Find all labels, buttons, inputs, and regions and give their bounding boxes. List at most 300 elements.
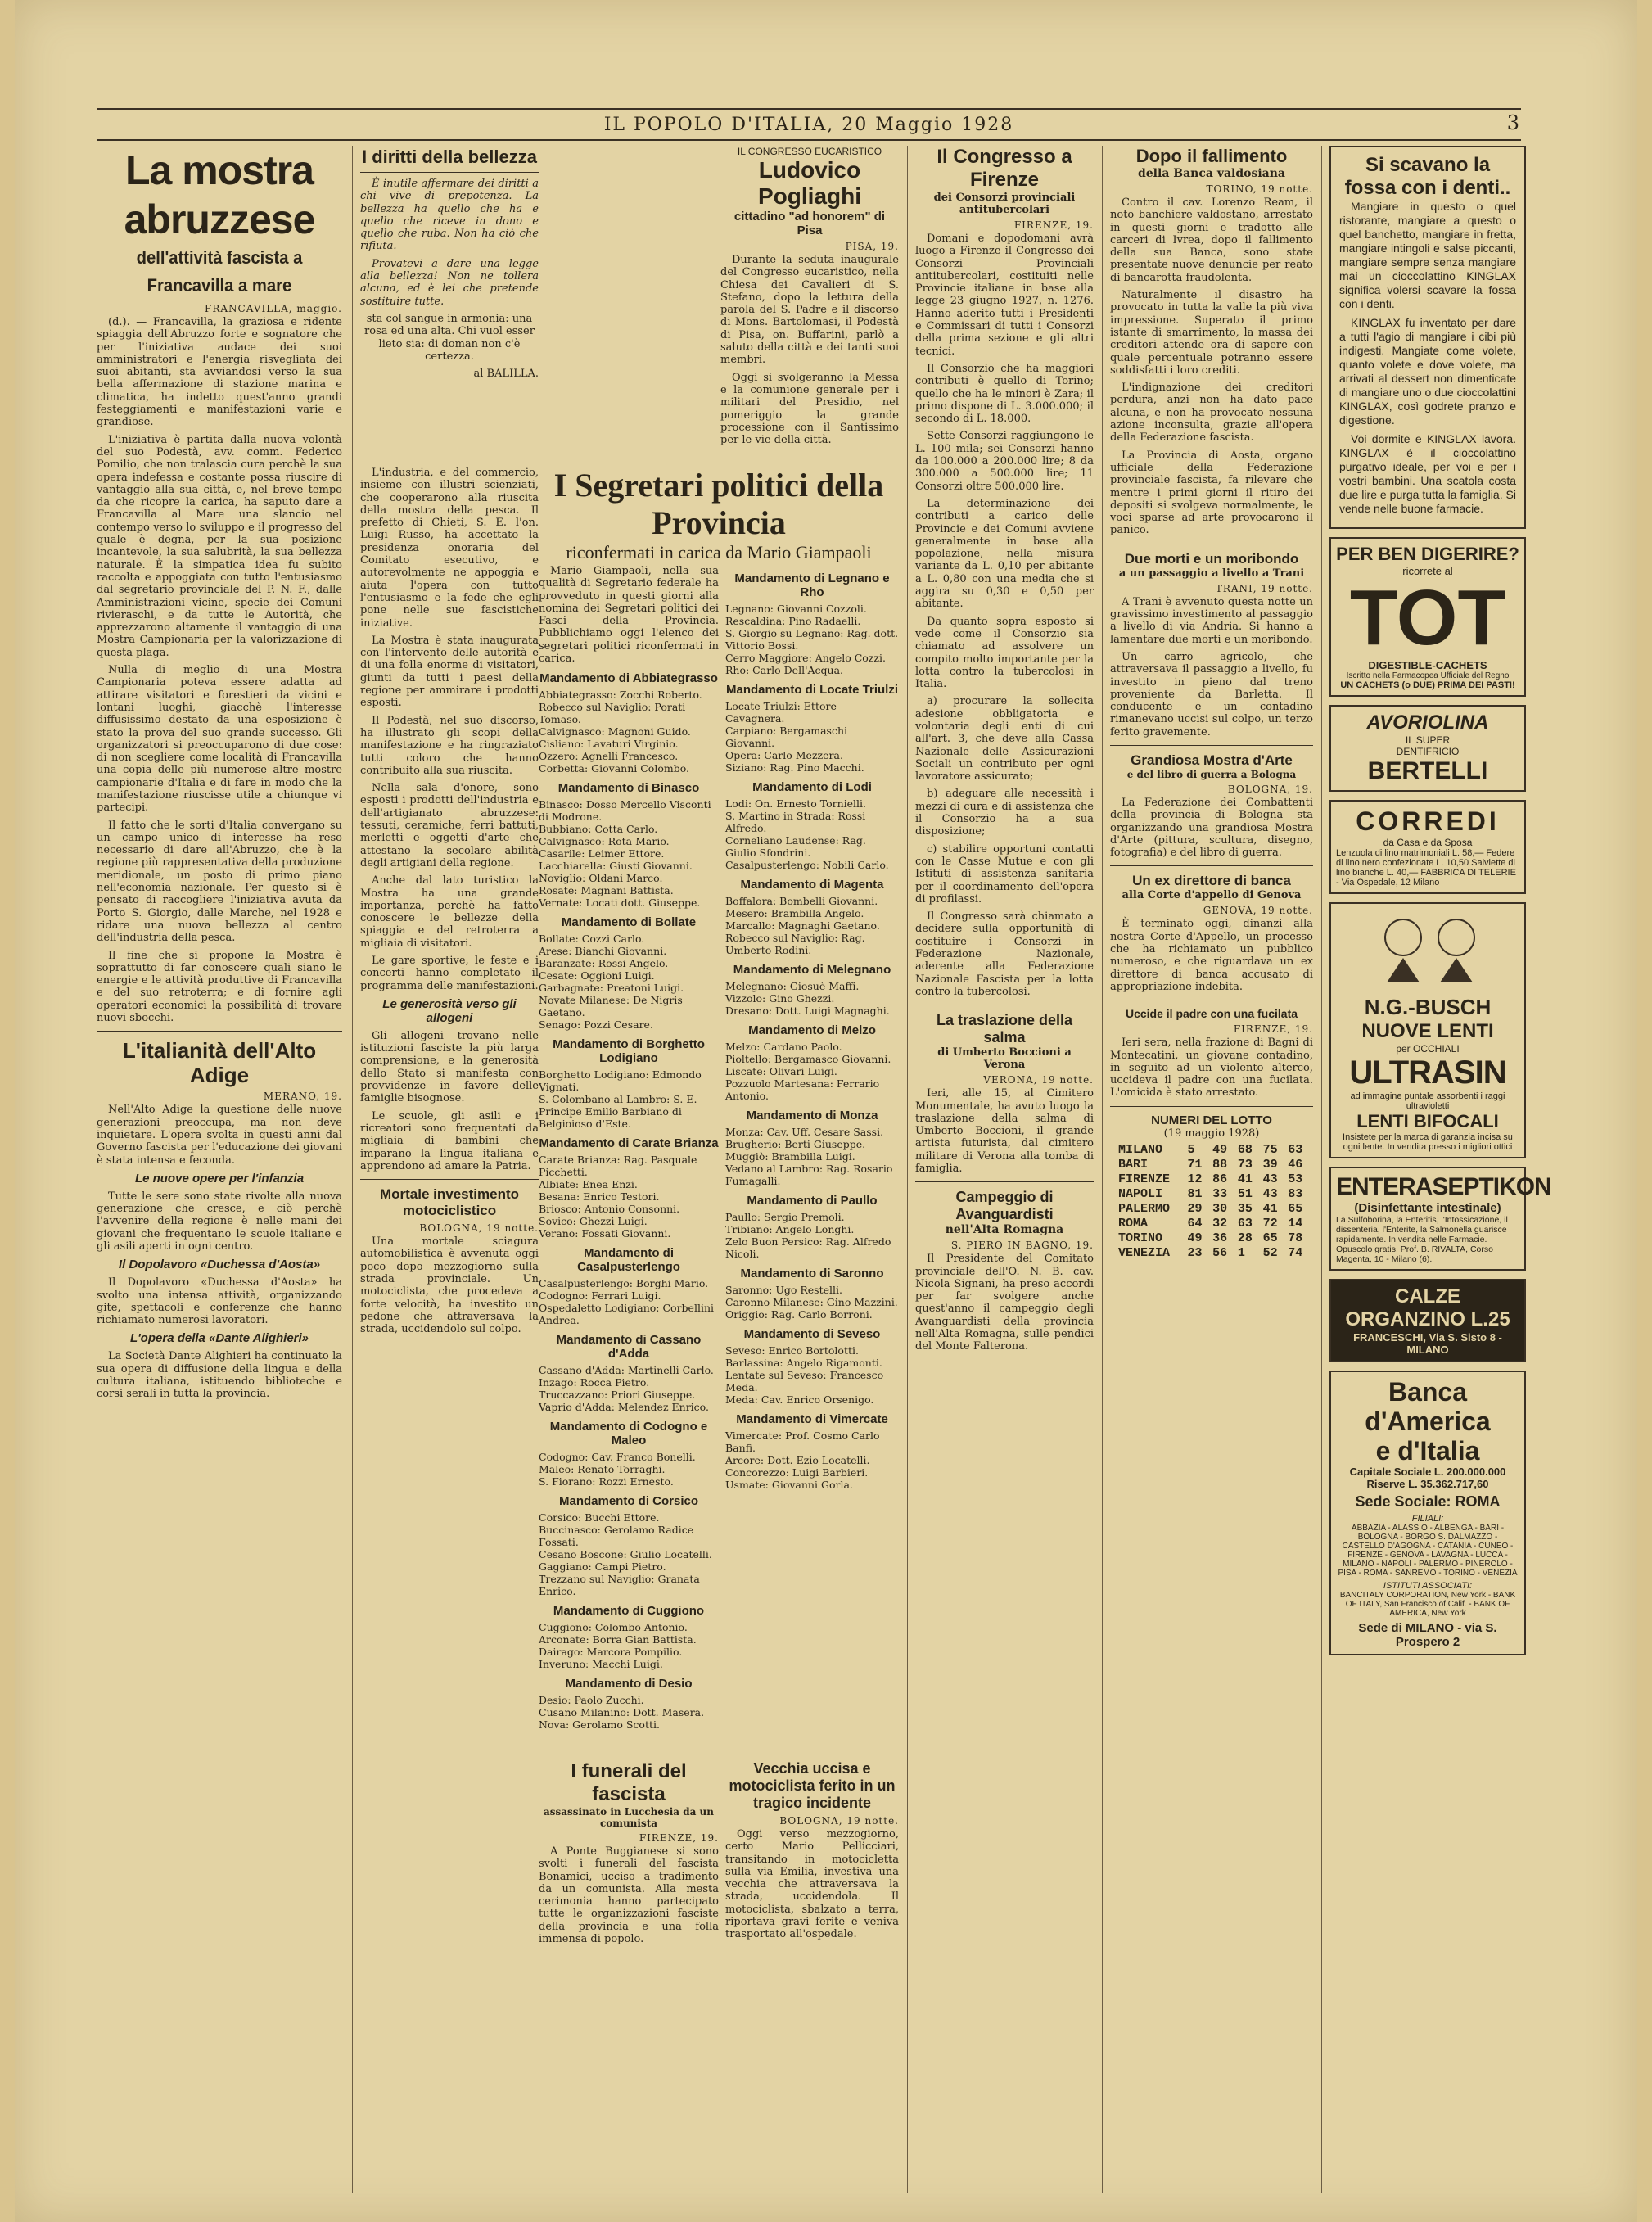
article-paragraph: Nulla di meglio di una Mostra Campionaria poteva essere adatta ad attirare visitatori e forestieri da vicini e lontani luoghi, giacchè l'interesse diffusissimo destato da una esposizione è stato la prova del suo grande successo. Gli organizzatori si preoccuparono di due cose: di non scegliere come località di Francavilla una copia delle più numerose altre mostre campionarie d'Italia e di fare in modo che la manifestazione riuscisse utile a chiunque vi partecipi. [97,664,342,815]
ad-banca-sede: Sede Sociale: ROMA [1355,1493,1501,1510]
segretario-entry: Vizzolo: Gino Ghezzi. [725,992,835,1005]
article-paragraph: Oggi verso mezzogiorno, certo Mario Pellicciari, transitando in motocicletta sulla via Emilia, investiva una vecchia che attraversava la strada, uccidendola. Il motociclista, sbalzato a terra, riportava gravi ferite e veniva trasportato all'ospedale. [725,1828,899,1941]
headline-vecchia-uccisa: Vecchia uccisa e motociclista ferito in un tragico incidente [729,1760,896,1811]
segretario-entry: Lodi: On. Ernesto Tornielli. [725,797,867,810]
article-paragraph: A Ponte Buggianese si sono svolti i funerali del fascista Bonamici, ucciso a tradimento da un comunista. Alla mesta cerimonia hanno partecipato tutte le organizzazioni fasciste della provincia e una folla immensa di popolo. [539,1845,719,1946]
ad-corredi-title: CORREDI [1356,806,1500,836]
article-paragraph: L'industria, e del commercio, insieme con illustri scienziati, che cooperarono alla riuscita della mostra della pesca. Il prefetto di Chieti, S. E. l'on. Luigi Russo, ha accettato la presidenza onoraria del Comitato esecutivo, e autorevolmente ne appoggia e aiuta l'opera con tutto l'entusiasmo e la fede che egli pone nelle sue fascistiche iniziative. [360,467,539,630]
segretario-entry: Melegnano: Giosuè Maffi. [725,980,860,992]
column-2-continued [360,467,539,2186]
funerali-article [539,1760,719,2186]
masthead-title: IL POPOLO D'ITALIA, 20 Maggio 1928 [603,114,1014,135]
headline-fallimento: Dopo il fallimento [1135,146,1288,166]
article-paragraph: La Provincia di Aosta, organo ufficiale della Federazione provinciale fascista, fa rilevare che mentre i primi giorni il ritiro dei depositi si svolgeva normalmente, le voci sparse ad arte provocarono il panico. [1110,449,1313,537]
lotto-city: TORINO [1118,1231,1163,1245]
column-4 [915,146,1094,2184]
lotto-row [1118,1143,1313,1158]
column-rule [1102,146,1103,2193]
article-paragraph: È terminato oggi, dinanzi alla nostra Corte d'Appello, un processo che ha richiamato un pubblico numeroso, e che riguardava un ex direttore di banca accusato di appropriazione indebita. [1110,918,1313,993]
lotto-number: 29 [1187,1201,1203,1216]
segretario-entry: Cerro Maggiore: Angelo Cozzi. [725,652,886,664]
lotto-row [1118,1172,1313,1187]
section-heading: Le generosità verso gli allogeni [382,996,517,1025]
mandamento-heading: Mandamento di Casalpusterlengo [577,1246,680,1275]
segretario-entry: Calvignasco: Rota Mario. [539,835,670,848]
headline-traslazione: La traslazione della salma [936,1012,1073,1046]
segretario-entry: Corbetta: Giovanni Colombo. [539,762,689,775]
lotto-row [1118,1187,1313,1202]
lotto-number: 35 [1237,1201,1253,1216]
ad-banca-istituti-heading: ISTITUTI ASSOCIATI: [1383,1581,1473,1591]
headline-uccide-padre: Uccide il padre con una fucilata [1125,1007,1298,1021]
headline-due-morti: Due morti e un moribondo [1124,550,1299,567]
ad-tot-brand: TOT [1349,574,1506,662]
ad-banca-foot: Sede di MILANO - via S. Prospero 2 [1358,1621,1497,1649]
segretario-entry: Arconate: Borra Gian Battista. [539,1633,697,1646]
column-rule [1321,146,1322,2193]
article-paragraph: Provatevi a dare una legge alla bellezza! Non ne tollera alcuna, ed è lei che pretende sostituire tutte. [360,257,539,308]
ad-banca-riserve: Riserve L. 35.362.717,60 [1366,1478,1489,1490]
segretario-entry: Dairago: Marcora Pompilio. [539,1646,683,1659]
section-heading: Le nuove opere per l'infanzia [134,1171,305,1186]
dateline: BOLOGNA, 19. [1227,783,1313,795]
segretario-entry: Buccinasco: Gerolamo Radice Fossati. [539,1524,694,1549]
segretario-entry: Binasco: Dosso Mercello Visconti di Modrone. [539,798,711,824]
lotto-city: NAPOLI [1118,1186,1163,1201]
article-paragraph: La Federazione dei Combattenti della provincia di Bologna sta organizzando una grandiosa Mostra d'Arte (pittura, scultura, disegno, fotografia) e del libro di guerra. [1110,796,1313,860]
segretario-entry: Pozzuolo Martesana: Ferrario Antonio. [725,1077,880,1102]
lotto-number: 41 [1262,1201,1278,1216]
segretario-entry: Codogno: Cav. Franco Bonelli. [539,1451,696,1464]
column-2-top [360,146,539,465]
segretario-entry: Locate Triulzi: Ettore Cavagnera. [725,700,837,725]
ad-banca-filiali-heading: FILIALI: [1411,1514,1444,1524]
segretario-entry: Verano: Fossati Giovanni. [539,1227,671,1240]
segretario-entry: Nova: Gerolamo Scotti. [539,1718,660,1732]
segretario-entry: Vernate: Locati dott. Giuseppe. [539,896,701,910]
segretario-entry: Carate Brianza: Rag. Pasquale Picchetti. [539,1154,697,1179]
article-paragraph: Ieri, alle 15, al Cimitero Monumentale, ha avuto luogo la traslazione della salma di Umberto Boccioni, il grande artista futurista, dal cimitero militare di Verona alla tomba di famiglia. [915,1087,1094,1175]
segretario-entry: Brugherio: Berti Giuseppe. [725,1138,866,1150]
ad-ultrasin-title: NUOVE LENTI [1361,1020,1494,1042]
segretario-entry: Cuggiono: Colombo Antonio. [539,1621,688,1634]
lotto-table [1110,1143,1313,1261]
article-paragraph: a) procurare la sollecita adesione obbligatoria e volontaria degli enti di cui all'art. 3, che deve alla Cassa Nazionale delle Assicurazioni Sociali un contributo per ogni lavoratore assicurato; [915,695,1094,784]
headline-mostra-abruzzese: La mostra abruzzese [124,147,315,242]
article-paragraph: (d.). — Francavilla, la graziosa e ridente spiaggia dell'Abruzzo forte e sognatore che per l'iniziativa audace dei suoi amministratori e l'energia risvegliata dei suoi abitanti, sta avviandosi verso la sua bella affermazione di stazione marina e climatica, ha indetto quest'anno grandi festeggiamenti e manifestazioni varie e grandiose. [97,316,342,429]
article-paragraph: Contro il cav. Lorenzo Ream, il noto banchiere valdostano, arrestato in questi giorni e tradotto alle carceri di Ivrea, dopo il fallimento della sua Banca, sono state presentate nuove denuncie per reato di bancarotta fraudolenta. [1110,196,1313,284]
section-heading: L'opera della «Dante Alighieri» [129,1331,309,1346]
segretario-entry: Briosco: Antonio Consonni. [539,1203,680,1216]
column-5 [1110,146,1313,2184]
segretario-entry: S. Fiorano: Rozzi Ernesto. [539,1475,674,1488]
segretario-entry: Legnano: Giovanni Cozzoli. [725,603,867,615]
segretario-entry: Gaggiano: Campi Pietro. [539,1560,666,1574]
lotto-row [1118,1217,1313,1231]
lotto-number: 88 [1212,1157,1228,1172]
article-paragraph: Gli allogeni trovano nelle istituzioni fasciste la più larga comprensione, e la generosità dello Stato si manifesta con provvidenze in favore delle famiglie bisognose. [360,1029,539,1105]
segretario-entry: Inveruno: Macchi Luigi. [539,1658,663,1671]
article-paragraph: Il fine che si propone la Mostra è soprattutto di far conoscere quali siano le energie e le attività produttive di Francavilla e del suo retroterra; e di fornire agli operatori economici la possibilità di trovare nuovi sbocchi. [97,949,342,1025]
article-paragraph: Anche dal lato turistico la Mostra ha una grande importanza, perchè ha fatto conoscere le bellezze della spiaggia e del retroterra a migliaia di visitatori. [360,874,539,950]
article-paragraph: b) adeguare alle necessità i mezzi di cura e di assistenza che il Consorzio ha a sua disposizione; [915,788,1094,838]
segretario-entry: Bollate: Cozzi Carlo. [539,933,645,946]
segretario-entry: Melzo: Cardano Paolo. [725,1041,842,1053]
segretario-entry: Pioltello: Bergamasco Giovanni. [725,1053,891,1065]
ad-tot-sub: ricorrete al [1402,565,1453,577]
mandamento-heading: Mandamento di Cassano d'Adda [556,1333,702,1362]
ad-calze-line1: CALZE ORGANZINO L.25 [1345,1285,1510,1330]
article-paragraph: Il Podestà, nel suo discorso, ha illustrato gli scopi della manifestazione e ha ringraziato tutti coloro che hanno contribuito alla sua riuscita. [360,714,539,777]
lotto-number: 86 [1212,1172,1228,1186]
segretario-entry: Seveso: Enrico Bortolotti. [725,1344,859,1357]
lotto-row [1118,1246,1313,1261]
subhead-banca-valdosiana: della Banca valdosiana [1137,167,1285,180]
dateline: PISA, 19. [845,241,899,252]
dateline: S. PIERO IN BAGNO, 19. [950,1240,1094,1252]
column-3-top [720,146,899,465]
segretario-entry: Cesano Boscone: Giulio Locatelli. [539,1548,712,1561]
article-paragraph: La determinazione dei contributi a carico delle Provincie e dei Comuni avviene generalmente in base alla popolazione, nella misura variante da L. 0,10 per abitante a L. 0,80 con una media che si aggira su 0,30 e 0,50 per abitante. [915,497,1094,611]
segretario-entry: Corneliano Laudense: Rag. Giulio Sfondrini. [725,834,866,859]
lotto-city: MILANO [1118,1142,1163,1157]
subhead-boccioni: di Umberto Boccioni a Verona [937,1046,1072,1072]
ad-corredi [1329,800,1526,894]
segretario-entry: Mesero: Brambilla Angelo. [725,907,864,919]
segretario-entry: Desio: Paolo Zucchi. [539,1694,644,1707]
lotto-number: 52 [1262,1245,1278,1260]
column-rule [907,146,908,2193]
segretario-entry: Monza: Cav. Uff. Cesare Sassi. [725,1126,884,1138]
ad-avoriolina-maker: BERTELLI [1367,757,1488,784]
lotto-number: 49 [1212,1142,1228,1157]
ad-enteraseptikon-sub: (Disinfettante intestinale) [1354,1201,1501,1215]
article-paragraph: Nella sala d'onore, sono esposti i prodotti dell'industria e dell'artigianato abruzzese: tessuti, ceramiche, ferri battuti, merletti e oggetti d'arte che attestano la secolare abilità degli artigiani della regione. [360,782,539,869]
article-paragraph: Il Presidente del Comitato provinciale dell'O. N. B. cav. Nicola Signani, ha preso accordi per far svolgere anche quest'anno il campeggio degli Avanguardisti della provincia nell'Alta Romagna, sulle pendici del Monte Falterona. [915,1253,1094,1353]
ad-tot-foot1: Iscritto nella Farmacopea Ufficiale del Regno [1346,671,1510,680]
segretario-entry: Lacchiarella: Giusti Giovanni. [539,860,693,873]
segretario-entry: Carpiano: Bergamaschi Giovanni. [725,725,847,749]
lotto-number: 83 [1288,1186,1303,1201]
ad-avoriolina-sub2: DENTIFRICIO [1396,746,1460,757]
segretario-entry: Borghetto Lodigiano: Edmondo Vignati. [539,1068,702,1094]
newspaper-page [15,0,1637,2222]
lotto-number: 43 [1262,1186,1278,1201]
lotto-number: 72 [1262,1216,1278,1231]
lotto-number: 53 [1288,1172,1303,1186]
lotto-city: VENEZIA [1118,1245,1171,1260]
segretario-entry: Cisliano: Lavaturi Virginio. [539,738,679,751]
segretari-headline-block [539,467,899,565]
lotto-number: 28 [1237,1231,1253,1245]
headline-mortale-investimento: Mortale investimento motociclistico [379,1186,520,1219]
ad-ultrasin-text: ad immagine puntale assorbenti i raggi ultravioletti [1350,1091,1505,1111]
ad-avoriolina-sub1: IL SUPER [1405,734,1451,746]
lotto-number: 5 [1187,1142,1195,1157]
segretario-entry: Albiate: Enea Enzi. [539,1178,638,1191]
lotto-number: 36 [1212,1231,1228,1245]
lotto-title: NUMERI DEL LOTTO [1151,1113,1272,1127]
article-paragraph: Da quanto sopra esposto si vede come il Consorzio sia chiamato ad assolvere un compito molto importante per la lotta contro la tubercolosi in Italia. [915,615,1094,691]
lotto-city: BARI [1118,1157,1149,1172]
lotto-row [1118,1202,1313,1217]
segretario-entry: Arese: Bianchi Giovanni. [539,945,667,958]
article-paragraph: c) stabilire opportuni contatti con le Casse Mutue e con gli Istituti di assistenza sanitaria per il coordinamento dell'opera di profilassi. [915,842,1094,906]
ad-corredi-text: Lenzuola di lino matrimoniali L. 58,— Federe di lino nero confezionate L. 10,50 Salviette di lino bianche L. 40,— FABBRICA DI TELERIE - Via Ospedale, 12 Milano [1336,848,1516,887]
divider [97,1031,342,1032]
segretario-entry: S. Colombano al Lambro: S. E. Principe Emilio Barbiano di Belgioioso d'Este. [539,1093,697,1131]
mandamento-heading: Mandamento di Abbiategrasso [539,671,718,686]
ad-enteraseptikon [1329,1167,1551,1271]
segretario-entry: Siziano: Rag. Pino Macchi. [725,761,864,774]
segretari-list-col-a [539,565,719,1732]
lotto-city: PALERMO [1118,1201,1171,1216]
headline-diritti-bellezza: I diritti della bellezza [360,146,539,173]
headline-congresso-firenze: Il Congresso a Firenze [937,146,1072,191]
lotto-number: 73 [1237,1157,1253,1172]
segretario-entry: Novate Milanese: De Nigris Gaetano. [539,994,683,1019]
lotto-number: 43 [1262,1172,1278,1186]
ad-banca-istituti: BANCITALY CORPORATION, New York - BANK OF ITALY, San Francisco of Calif. - BANK OF AMERICA, New York [1339,1591,1516,1618]
ad-tot [1329,537,1526,697]
ad-banca-capital: Capitale Sociale L. 200.000.000 [1349,1466,1506,1478]
ad-avoriolina-brand: AVORIOLINA [1366,711,1489,734]
segretario-entry: Corsico: Bucchi Ettore. [539,1511,660,1524]
segretario-entry: Zelo Buon Persico: Rag. Alfredo Nicoli. [725,1235,891,1260]
segretario-entry: Cassano d'Adda: Martinelli Carlo. [539,1364,714,1377]
mandamento-heading: Mandamento di Cuggiono [553,1604,705,1619]
segretario-entry: Abbiategrasso: Zocchi Roberto. [539,689,702,702]
segretario-entry: Rescaldina: Pino Radaelli. [725,615,861,627]
ad-tot-foot2: UN CACHETS (o DUE) PRIMA DEI PASTI! [1340,680,1515,690]
segretario-entry: Vedano al Lambro: Rag. Rosario Fumagalli. [725,1163,893,1187]
headline-mostra-arte: Grandiosa Mostra d'Arte [1131,752,1293,768]
headline-ex-direttore: Un ex direttore di banca [1132,873,1291,889]
lotto-number: 74 [1288,1245,1303,1260]
article-paragraph: Le gare sportive, le feste e i concerti hanno completato il programma delle manifestazioni. [360,954,539,992]
segretario-entry: Trezzano sul Naviglio: Granata Enrico. [539,1573,700,1598]
lotto-number: 56 [1212,1245,1228,1260]
segretario-entry: Tribiano: Angelo Longhi. [725,1223,855,1235]
ad-corredi-sub: da Casa e da Sposa [1383,837,1473,848]
subhead-alta-romagna: nell'Alta Romagna [945,1223,1064,1237]
lotto-number: 39 [1262,1157,1278,1172]
lotto-number: 71 [1187,1157,1203,1172]
ad-text: Voi dormite e KINGLAX lavora. KINGLAX è il cioccolattino purgativo ideale, per voi e per i vostri bambini. Una scatola costa due lire e purga tutta la famiglia. Si vende nelle buone farmacie. [1339,432,1516,515]
dateline: VERONA, 19 notte. [983,1074,1094,1086]
lotto-number: 81 [1187,1186,1203,1201]
segretario-entry: Casalpusterlengo: Nobili Carlo. [725,859,889,871]
lotto-number: 41 [1237,1172,1253,1186]
dateline: GENOVA, 19 notte. [1203,905,1313,917]
segretari-list-col-b [725,565,899,1711]
lotto-number: 64 [1187,1216,1203,1231]
segretario-entry: S. Martino in Strada: Rossi Alfredo. [725,810,866,834]
ad-avoriolina [1329,705,1526,792]
ad-ultrasin-foot: Insistete per la marca di garanzia incisa su ogni lente. In vendita presso i migliori ottici [1343,1132,1513,1152]
ad-ultrasin-lenti: LENTI BIFOCALI [1356,1111,1499,1131]
article-paragraph: Oggi si svolgeranno la Messa e la comunione generale per i militari del Presidio, nel pomeriggio la grande processione con il Santissimo per le vie della città. [720,371,899,447]
ad-banca-filiali: ABBAZIA - ALASSIO - ALBENGA - BARI - BOLOGNA - BORGO S. DALMAZZO - CASTELLO D'AGOGNA - CATANIA - CUNEO - FIRENZE - GENOVA - LAVAGNA - LUCCA - MILANO - NAPOLI - PALERMO - PINEROLO - PISA - ROMA - SANREMO - TORINO - VENEZIA [1338,1524,1518,1578]
segretario-entry: Saronno: Ugo Restelli. [725,1284,842,1296]
mandamento-heading: Mandamento di Legnano e Rho [734,571,890,599]
lotto-number: 46 [1288,1157,1303,1172]
mandamento-heading: Mandamento di Carate Brianza [539,1136,719,1151]
ad-ultrasin [1329,902,1526,1158]
segretario-entry: Noviglio: Oldani Marco. [539,872,663,885]
poem: sta col sangue in armonia: una rosa ed una alta. Chi vuol esser lieto sia: di doman non c'è certezza. [364,312,535,363]
lotto-row [1118,1158,1313,1172]
page-number: 3 [1506,111,1521,134]
segretario-entry: Codogno: Ferrari Luigi. [539,1289,661,1303]
mandamento-heading: Mandamento di Bollate [561,915,697,930]
article-paragraph: Domani e dopodomani avrà luogo a Firenze il Congresso dei Consorzi Provinciali antitubercolari, costituiti nelle Provincie italiane in base alla legge 23 giugno 1927, n. 1276. Hanno aderito tutti i Presidenti e Commissari di tutti i Consorzi della prima sezione e gli altri tecnici. [915,233,1094,358]
article-paragraph: È inutile affermare dei diritti a chi vive di prepotenza. La bellezza ha quello che ha e quello che riceve in dono e quello che ruba. Non ha ciò che rifiuta. [360,178,539,253]
dateline: TORINO, 19 notte. [1206,183,1313,195]
lotto-date: (19 maggio 1928) [1163,1127,1260,1140]
column-6-ads [1329,146,1551,2193]
divider [1110,745,1313,746]
segretario-entry: Robecco sul Naviglio: Rag. Umberto Rodini. [725,932,865,956]
lotto-row [1118,1231,1313,1246]
segretario-entry: Casarile: Leimer Ettore. [539,847,665,860]
segretario-entry: Garbagnate: Preatoni Luigi. [539,982,684,995]
segretario-entry: Rosate: Magnani Battista. [539,884,674,897]
kicker: IL CONGRESSO EUCARISTICO [737,146,882,157]
segretario-entry: Vaprio d'Adda: Melendez Enrico. [539,1401,709,1414]
article-paragraph: Nell'Alto Adige la questione delle nuove generazioni preoccupa, ma non deve inquietare. L'opera svolta in questi anni dal Governo fascista per l'educazione dei giovani è stata intensa e feconda. [97,1104,342,1167]
mandamento-heading: Mandamento di Corsico [558,1494,699,1509]
article-paragraph: Il fatto che le sorti d'Italia convergano su un campo unico di interesse ha reso necessario di dare all'Abruzzo, che è la regione più rappresentativa della produzione meridionale, un posto di primo piano nell'economia nazionale. Per questo si è pensato di raccogliere l'iniziativa avuta da Porto S. Giorgio, dalle Marche, nel 1928 e ridare una nuova bellezza al centro dell'industria della pesca. [97,819,342,945]
article-paragraph: Le scuole, gli asili e i ricreatori sono frequentati da migliaia di bambini che imparano la lingua italiana e apprendono ad amare la Patria. [360,1109,539,1172]
segretario-entry: Dresano: Dott. Luigi Magnaghi. [725,1005,890,1017]
subhead-consorzi: dei Consorzi provinciali antitubercolari [933,192,1076,216]
segretario-entry: Maleo: Renato Torraghi. [539,1463,666,1476]
lotto-number: 68 [1237,1142,1253,1157]
ad-banca-america [1329,1371,1526,1655]
ad-calze-line2: FRANCESCHI, Via S. Sisto 8 - MILANO [1353,1331,1502,1356]
segretario-entry: Muggiò: Brambilla Luigi. [725,1150,855,1163]
lotto-number: 51 [1237,1186,1253,1201]
article-paragraph: Mario Giampaoli, nella sua qualità di Segretario federale ha provveduto in questi giorni alla nomina dei Segretari politici dei Fasci della Provincia. Pubblichiamo oggi l'elenco dei segretari politici riconfermati in carica. [539,565,719,666]
segretario-entry: Boffalora: Bombelli Giovanni. [725,895,878,907]
ad-kinglax-title: Si scavano la fossa con i denti.. [1344,154,1511,199]
ad-calze [1329,1279,1526,1362]
dateline: FIRENZE, 19. [1233,1023,1313,1036]
article-paragraph: La Mostra è stata inaugurata con l'intervento delle autorità e di una folla enorme di visitatori, giunti da tutti i paesi della regione per ammirare i prodotti esposti. [360,634,539,710]
segretario-entry: Caronno Milanese: Gino Mazzini. [725,1296,898,1308]
article-paragraph: L'iniziativa è partita dalla nuova volontà del suo Podestà, avv. comm. Federico Pomilio, che non tralascia cura perchè la sua opera indefessa e costante possa riuscire di vantaggio alla sua città, e, nel breve tempo da che ricopre la carica, ha saputo dare a Francavilla al Mare una slancio nel contempo verso lo sviluppo e il progresso del quale è degna, per la sua posizione incantevole, la sua salubrità, la sua bellezza naturale. È la simpatica idea fu subito raccolta e appoggiata con tutto l'entusiasmo dal segretario provinciale del P. N. F., dalle Amministrazioni vicine, specie dei Comuni rivieraschi, e da tutte le Autorità, che apprezzarono altamente il vantaggio di una Mostra Campionaria per la valorizzazione di questa plaga. [97,433,342,659]
segretario-entry: Ospedaletto Lodigiano: Corbellini Andrea. [539,1302,715,1327]
headline-funerali: I funerali del fascista [571,1760,687,1805]
article-paragraph: Durante la seduta inaugurale del Congresso eucaristico, nella Chiesa dei Cavalieri di S. Stefano, dopo la lettura della parola del S. Padre e il discorso di Mons. Bartolomasi, il Podestà di Pisa, on. Buffarini, parlò a saluto della città e dei tanti suoi membri. [720,254,899,367]
lotto-number: 23 [1187,1245,1203,1260]
segretario-entry: Truccazzano: Priori Giuseppe. [539,1389,696,1402]
segretario-entry: Opera: Carlo Mezzera. [725,749,843,761]
lotto-number: 32 [1212,1216,1228,1231]
divider [360,1179,539,1180]
subhead-funerali: assassinato in Lucchesia da un comunista [543,1806,714,1829]
eye-doctor-illustration-icon [1354,909,1501,991]
segretario-entry: S. Giorgio su Legnano: Rag. dott. Vittorio Bossi. [725,627,899,652]
segretario-entry: Usmate: Giovanni Gorla. [725,1479,853,1491]
segretario-entry: Origgio: Rag. Carlo Borroni. [725,1308,873,1321]
mandamento-heading: Mandamento di Monza [746,1109,878,1122]
mandamento-heading: Mandamento di Vimercate [736,1412,888,1426]
mandamento-heading: Mandamento di Saronno [740,1267,884,1280]
segretario-entry: Calvignasco: Magnoni Guido. [539,725,691,738]
segretario-entry: Liscate: Olivari Luigi. [725,1065,837,1077]
segretario-entry: Arcore: Dott. Ezio Locatelli. [725,1454,870,1466]
lotto-number: 12 [1187,1172,1203,1186]
lotto-number: 1 [1237,1245,1245,1260]
dateline: FRANCAVILLA, maggio. [205,303,342,314]
article-paragraph: Sette Consorzi raggiungono le L. 100 mila; sei Consorzi hanno da 100.000 a 200.000 lire; 8 da 300.000 a 500.000 lire; 11 Consorzi oltre 500.000 lire. [915,430,1094,493]
segretario-entry: Bubbiano: Cotta Carlo. [539,823,658,836]
segretario-entry: Inzago: Rocca Pietro. [539,1376,650,1389]
article-paragraph: Tutte le sere sono state rivolte alla nuova generazione che cresce, e ciò perchè l'avvenire della regione è nelle mani dei giovani che frequentano le scuole italiane e gli asili aperti in ogni centro. [97,1190,342,1253]
segretario-entry: Cusano Milanino: Dott. Masera. [539,1706,705,1719]
mandamento-heading: Mandamento di Paullo [747,1194,878,1208]
mandamento-heading: Mandamento di Desio [565,1677,693,1691]
dateline: MERANO, 19. [263,1091,342,1103]
segretario-entry: Sovico: Ghezzi Luigi. [539,1215,648,1228]
headline-segretari-politici: I Segretari politici della Provincia [553,467,884,541]
lotto-number: 49 [1187,1231,1203,1245]
ad-ultrasin-big: ULTRASIN [1349,1055,1506,1091]
mandamento-heading: Mandamento di Borghetto Lodigiano [553,1037,705,1066]
lotto-number: 75 [1262,1142,1278,1157]
article-paragraph: Il Dopolavoro «Duchessa d'Aosta» ha svolto una intensa attività, organizzando gite, spettacoli e conferenze che hanno richiamato numerosi lavoratori. [97,1276,342,1327]
lotto-city: FIRENZE [1118,1172,1171,1186]
segretario-entry: Robecco sul Naviglio: Porati Tomaso. [539,701,686,726]
subhead-attivita-fascista: dell'attività fascista a Francavilla a mare [136,247,303,296]
mandamento-heading: Mandamento di Lodi [752,780,872,794]
lotto-number: 30 [1212,1201,1228,1216]
segretario-entry: Baranzate: Rossi Angelo. [539,957,669,970]
segretario-entry: Concorezzo: Luigi Barbieri. [725,1466,869,1479]
poem-signature: al BALILLA. [473,368,539,381]
article-paragraph: A Trani è avvenuto questa notte un gravissimo investimento al passaggio a livello di via Andria. Si hanno a lamentare due morti e un moribondo. [1110,595,1313,646]
lotto-number: 63 [1288,1142,1303,1157]
segretario-entry: Casalpusterlengo: Borghi Mario. [539,1277,709,1290]
ad-ultrasin-brand: N.G.-BUSCH [1364,995,1492,1019]
vecchia-article [725,1760,899,2186]
masthead [97,108,1521,141]
article-paragraph: Un carro agricolo, che attraversava il passaggio a livello, fu investito in pieno dal treno proveniente da Barletta. Il conducente e un contadino rimanevano uccisi sul colpo, un terzo ferito gravemente. [1110,650,1313,738]
ad-text: Mangiare in questo o quel ristorante, mangiare a questo o quel banchetto, mangiare in fretta, mangiare intingoli e salse piccanti, mangiare sempre senza mangiare mai un cioccolattino KINGLAX significa volersi scavare la fossa con i denti. [1339,200,1516,310]
segretario-entry: Besana: Enrico Testori. [539,1190,660,1204]
dateline: FIRENZE, 19. [1013,219,1094,231]
ad-tot-title: PER BEN DIGERIRE? [1336,544,1519,564]
subhead-pogliaghi: cittadino "ad honorem" di Pisa [733,210,886,237]
subhead-libro-guerra: e del libro di guerra a Bologna [1126,768,1297,780]
segretario-entry: Barlassina: Angelo Rigamonti. [725,1357,882,1369]
segretario-entry: Paullo: Sergio Premoli. [725,1211,845,1223]
segretario-entry: Meda: Cav. Enrico Orsenigo. [725,1393,874,1406]
mandamento-heading: Mandamento di Locate Triulzi [725,683,899,697]
dateline: BOLOGNA, 19 notte. [419,1222,539,1235]
segretario-entry: Vimercate: Prof. Cosmo Carlo Banfi. [725,1429,880,1454]
ad-kinglax [1329,146,1526,529]
subhead-segretari: riconfermati in carica da Mario Giampaoli [566,542,872,562]
segretario-entry: Marcallo: Magnaghi Gaetano. [725,919,880,932]
subhead-trani: a un passaggio a livello a Trani [1118,567,1305,580]
ad-text: KINGLAX fu inventato per dare a tutti l'agio di mangiare i cibi più indigesti. Mangiate come volete, quanto volete e dove volete, ma arrivati al dessert non dimenticate di mangiare uno o due cioccolattini KINGLAX, così godrete pranzo e digestione. [1339,316,1516,427]
dateline: FIRENZE, 19. [639,1832,719,1844]
ad-enteraseptikon-title: ENTERASEPTIKON [1336,1173,1551,1200]
mandamenti-list-b [725,571,899,1491]
